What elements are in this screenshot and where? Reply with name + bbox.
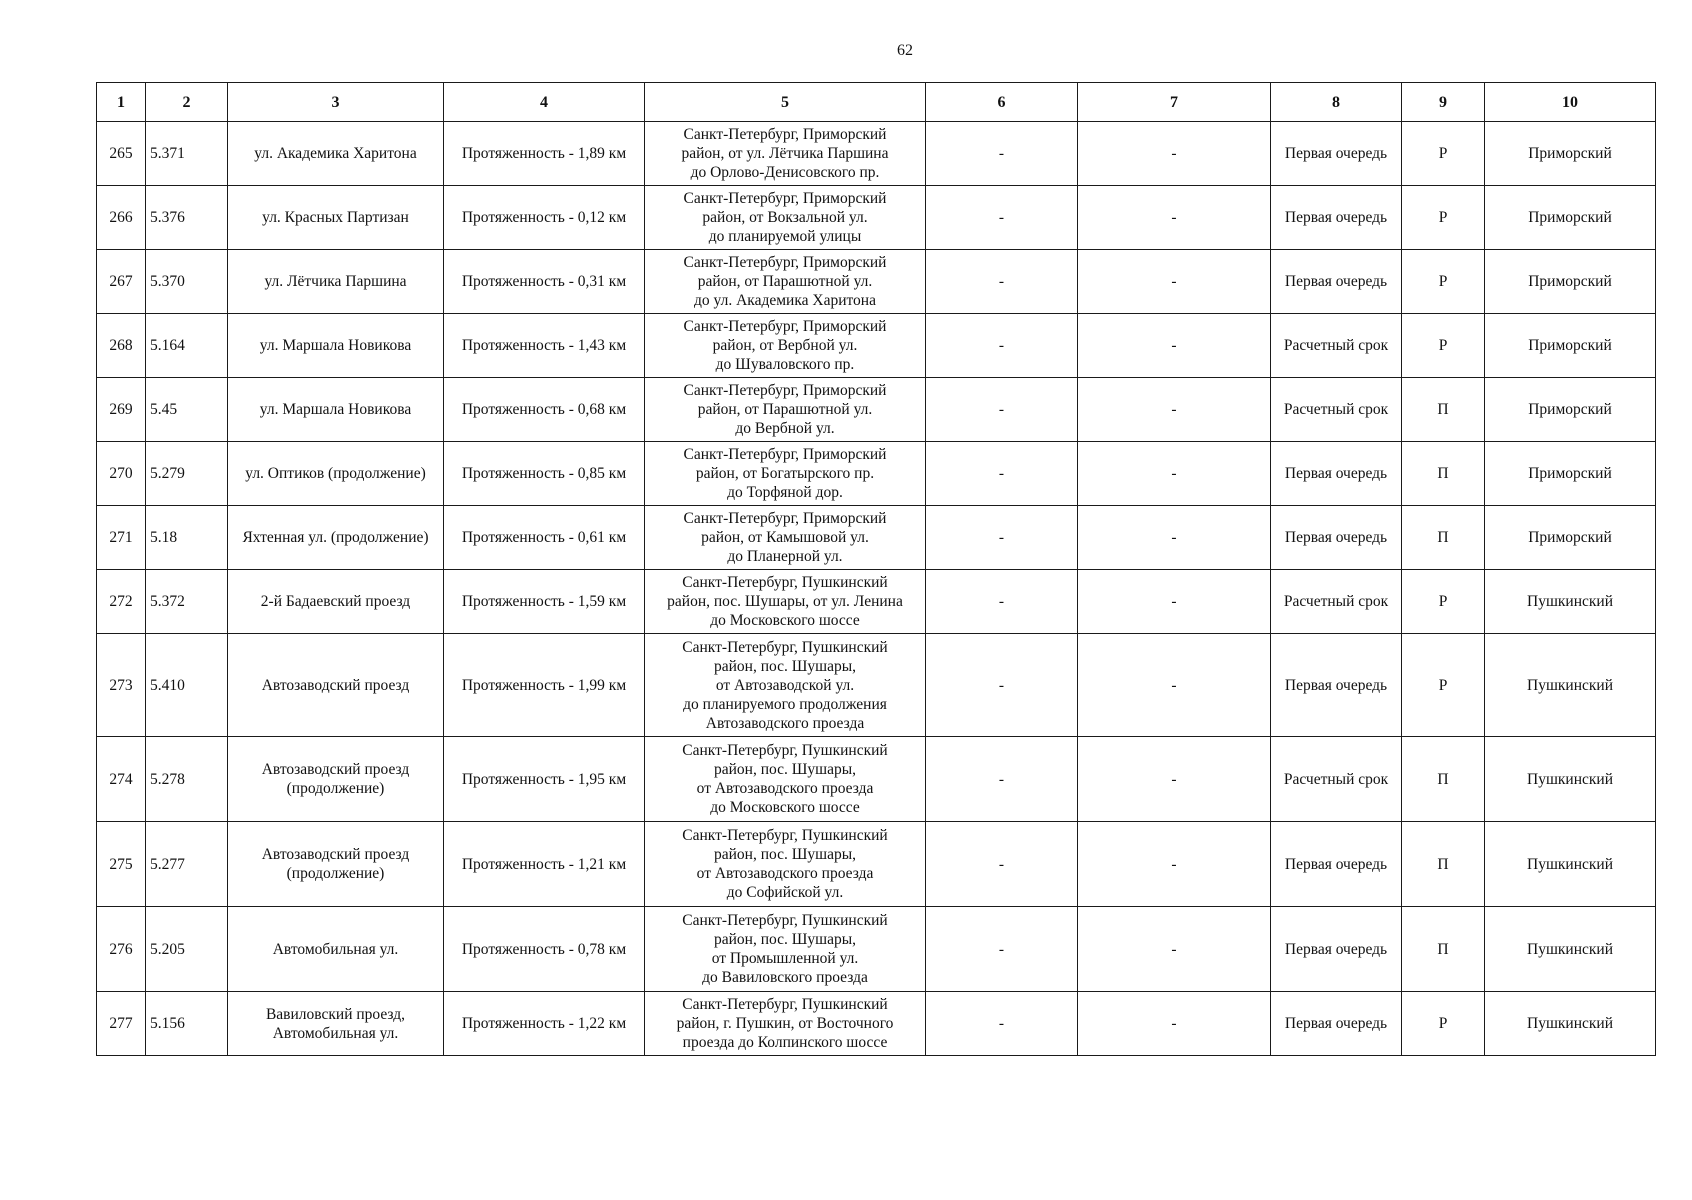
stage-cell: Расчетный срок (1271, 737, 1402, 822)
location-line: Санкт-Петербург, Пушкинский (682, 912, 888, 929)
location-line: от Автозаводского проезда (696, 865, 874, 882)
column-7-cell: - (1078, 378, 1271, 442)
column-7-cell: - (1078, 634, 1271, 737)
location-line: Санкт-Петербург, Пушкинский (682, 574, 888, 591)
location-cell (645, 186, 926, 250)
location-line: до Московского шоссе (710, 612, 860, 629)
location-line: район, от Парашютной ул. (697, 401, 873, 418)
object-code-cell: 5.156 (146, 992, 228, 1056)
stage-cell: Расчетный срок (1271, 378, 1402, 442)
row-number-cell: 274 (97, 737, 146, 822)
location-line: район, г. Пушкин, от Восточного (676, 1015, 894, 1032)
location-line: до Вербной ул. (735, 420, 835, 437)
length-cell: Протяженность - 1,59 км (444, 570, 645, 634)
type-cell: Р (1402, 634, 1485, 737)
location-line: район, от Вокзальной ул. (702, 209, 868, 226)
location-cell (645, 122, 926, 186)
location-cell (645, 314, 926, 378)
stage-cell: Первая очередь (1271, 186, 1402, 250)
location-line: район, от Камышовой ул. (701, 529, 869, 546)
district-cell: Пушкинский (1485, 634, 1656, 737)
stage-cell: Расчетный срок (1271, 314, 1402, 378)
type-cell: Р (1402, 250, 1485, 314)
length-cell: Протяженность - 1,95 км (444, 737, 645, 822)
table-row (97, 737, 1656, 822)
location-line: до Торфяной дор. (727, 484, 843, 501)
column-7-cell: - (1078, 122, 1271, 186)
column-header-2: 2 (146, 83, 228, 122)
street-name-cell: ул. Академика Харитона (228, 122, 444, 186)
street-name-cell: ул. Маршала Новикова (228, 378, 444, 442)
length-cell: Протяженность - 0,78 км (444, 907, 645, 992)
stage-cell: Первая очередь (1271, 634, 1402, 737)
object-code-cell: 5.279 (146, 442, 228, 506)
object-code-cell: 5.278 (146, 737, 228, 822)
table-row (97, 570, 1656, 634)
object-code-cell: 5.371 (146, 122, 228, 186)
row-number-cell: 266 (97, 186, 146, 250)
location-line: от Автозаводской ул. (715, 676, 855, 694)
row-number-cell: 265 (97, 122, 146, 186)
object-code-cell: 5.370 (146, 250, 228, 314)
location-line: до Шуваловского пр. (715, 356, 855, 373)
location-line: Санкт-Петербург, Пушкинский (682, 638, 888, 656)
column-7-cell: - (1078, 907, 1271, 992)
location-line: район, от Вербной ул. (712, 337, 858, 354)
stage-cell: Первая очередь (1271, 122, 1402, 186)
location-line: район, от Богатырского пр. (695, 465, 875, 482)
street-name-cell: 2-й Бадаевский проезд (228, 570, 444, 634)
column-6-cell: - (926, 822, 1078, 907)
location-line: Санкт-Петербург, Пушкинский (682, 996, 888, 1013)
length-cell: Протяженность - 1,89 км (444, 122, 645, 186)
street-name-cell: Автозаводский проезд (продолжение) (228, 822, 444, 907)
location-cell (645, 822, 926, 907)
length-cell: Протяженность - 0,68 км (444, 378, 645, 442)
location-line: район, от ул. Лётчика Паршина (681, 145, 889, 162)
district-cell: Приморский (1485, 378, 1656, 442)
column-7-cell: - (1078, 992, 1271, 1056)
column-header-10: 10 (1485, 83, 1656, 122)
column-header-7: 7 (1078, 83, 1271, 122)
column-7-cell: - (1078, 442, 1271, 506)
type-cell: Р (1402, 314, 1485, 378)
row-number-cell: 270 (97, 442, 146, 506)
location-line: до Орлово-Денисовского пр. (690, 164, 880, 181)
district-cell: Приморский (1485, 506, 1656, 570)
location-line: Санкт-Петербург, Пушкинский (682, 827, 888, 844)
column-6-cell: - (926, 186, 1078, 250)
row-number-cell: 277 (97, 992, 146, 1056)
district-cell: Пушкинский (1485, 907, 1656, 992)
location-line: до Московского шоссе (710, 799, 860, 816)
location-line: Санкт-Петербург, Приморский (683, 382, 887, 399)
column-6-cell: - (926, 992, 1078, 1056)
street-name-cell: Яхтенная ул. (продолжение) (228, 506, 444, 570)
column-header-3: 3 (228, 83, 444, 122)
length-cell: Протяженность - 1,21 км (444, 822, 645, 907)
location-line: Санкт-Петербург, Приморский (683, 126, 887, 143)
road-registry-table (96, 82, 1656, 1056)
stage-cell: Первая очередь (1271, 907, 1402, 992)
location-cell (645, 250, 926, 314)
column-7-cell: - (1078, 506, 1271, 570)
district-cell: Приморский (1485, 186, 1656, 250)
row-number-cell: 276 (97, 907, 146, 992)
district-cell: Приморский (1485, 442, 1656, 506)
object-code-cell: 5.277 (146, 822, 228, 907)
table-row (97, 378, 1656, 442)
row-number-cell: 272 (97, 570, 146, 634)
header-row (97, 83, 1656, 122)
district-cell: Приморский (1485, 122, 1656, 186)
column-7-cell: - (1078, 737, 1271, 822)
location-line: район, от Парашютной ул. (697, 273, 873, 290)
table-row (97, 992, 1656, 1056)
location-line: район, пос. Шушары, (713, 846, 857, 863)
row-number-cell: 275 (97, 822, 146, 907)
type-cell: П (1402, 506, 1485, 570)
row-number-cell: 271 (97, 506, 146, 570)
type-cell: Р (1402, 570, 1485, 634)
location-cell (645, 570, 926, 634)
row-number-cell: 269 (97, 378, 146, 442)
object-code-cell: 5.376 (146, 186, 228, 250)
column-7-cell: - (1078, 570, 1271, 634)
street-name-cell: Вавиловский проезд, Автомобильная ул. (228, 992, 444, 1056)
page-number: 62 (897, 42, 913, 59)
type-cell: П (1402, 378, 1485, 442)
column-header-4: 4 (444, 83, 645, 122)
location-cell (645, 634, 926, 737)
district-cell: Пушкинский (1485, 992, 1656, 1056)
location-line: район, пос. Шушары, (713, 931, 857, 948)
length-cell: Протяженность - 1,43 км (444, 314, 645, 378)
location-line: Санкт-Петербург, Приморский (683, 510, 887, 527)
table-row (97, 122, 1656, 186)
location-line: район, пос. Шушары, от ул. Ленина (667, 593, 903, 610)
row-number-cell: 273 (97, 634, 146, 737)
location-line: до планируемой улицы (708, 228, 862, 245)
table-row (97, 314, 1656, 378)
length-cell: Протяженность - 0,61 км (444, 506, 645, 570)
district-cell: Приморский (1485, 314, 1656, 378)
stage-cell: Первая очередь (1271, 822, 1402, 907)
location-line: Санкт-Петербург, Приморский (683, 446, 887, 463)
column-6-cell: - (926, 634, 1078, 737)
length-cell: Протяженность - 1,99 км (444, 634, 645, 737)
street-name-cell: ул. Маршала Новикова (228, 314, 444, 378)
column-6-cell: - (926, 314, 1078, 378)
type-cell: П (1402, 442, 1485, 506)
location-line: от Автозаводского проезда (696, 780, 874, 797)
location-line: до Вавиловского проезда (702, 969, 868, 986)
length-cell: Протяженность - 0,31 км (444, 250, 645, 314)
column-6-cell: - (926, 506, 1078, 570)
column-header-5: 5 (645, 83, 926, 122)
table-row (97, 506, 1656, 570)
location-line: до ул. Академика Харитона (694, 292, 876, 309)
district-cell: Пушкинский (1485, 737, 1656, 822)
street-name-cell: ул. Лётчика Паршина (228, 250, 444, 314)
column-header-6: 6 (926, 83, 1078, 122)
object-code-cell: 5.164 (146, 314, 228, 378)
column-header-9: 9 (1402, 83, 1485, 122)
stage-cell: Первая очередь (1271, 992, 1402, 1056)
length-cell: Протяженность - 0,85 км (444, 442, 645, 506)
column-6-cell: - (926, 250, 1078, 314)
district-cell: Пушкинский (1485, 822, 1656, 907)
stage-cell: Первая очередь (1271, 250, 1402, 314)
column-6-cell: - (926, 442, 1078, 506)
type-cell: П (1402, 737, 1485, 822)
stage-cell: Расчетный срок (1271, 570, 1402, 634)
table-row (97, 822, 1656, 907)
location-line: от Промышленной ул. (711, 950, 859, 967)
type-cell: Р (1402, 992, 1485, 1056)
location-cell (645, 378, 926, 442)
object-code-cell: 5.18 (146, 506, 228, 570)
column-7-cell: - (1078, 314, 1271, 378)
street-name-cell: Автозаводский проезд (продолжение) (228, 737, 444, 822)
location-line: Санкт-Петербург, Приморский (683, 190, 887, 207)
object-code-cell: 5.45 (146, 378, 228, 442)
stage-cell: Первая очередь (1271, 506, 1402, 570)
column-7-cell: - (1078, 186, 1271, 250)
table-row (97, 442, 1656, 506)
type-cell: Р (1402, 186, 1485, 250)
location-line: до Софийской ул. (726, 884, 844, 901)
table-row (97, 634, 1656, 737)
stage-cell: Первая очередь (1271, 442, 1402, 506)
table-row (97, 250, 1656, 314)
location-line: проезда до Колпинского шоссе (682, 1034, 888, 1051)
object-code-cell: 5.410 (146, 634, 228, 737)
length-cell: Протяженность - 0,12 км (444, 186, 645, 250)
column-6-cell: - (926, 570, 1078, 634)
row-number-cell: 267 (97, 250, 146, 314)
location-line: до планируемого продолжения (683, 695, 887, 713)
location-line: до Планерной ул. (727, 548, 843, 565)
column-6-cell: - (926, 737, 1078, 822)
location-line: район, пос. Шушары, (713, 657, 857, 675)
location-cell (645, 442, 926, 506)
length-cell: Протяженность - 1,22 км (444, 992, 645, 1056)
street-name-cell: ул. Оптиков (продолжение) (228, 442, 444, 506)
district-cell: Приморский (1485, 250, 1656, 314)
street-name-cell: Автомобильная ул. (228, 907, 444, 992)
district-cell: Пушкинский (1485, 570, 1656, 634)
column-7-cell: - (1078, 822, 1271, 907)
row-number-cell: 268 (97, 314, 146, 378)
object-code-cell: 5.372 (146, 570, 228, 634)
column-7-cell: - (1078, 250, 1271, 314)
location-cell (645, 737, 926, 822)
location-cell (645, 907, 926, 992)
street-name-cell: ул. Красных Партизан (228, 186, 444, 250)
location-cell (645, 506, 926, 570)
location-line: Санкт-Петербург, Приморский (683, 318, 887, 335)
location-line: Санкт-Петербург, Пушкинский (682, 742, 888, 759)
column-6-cell: - (926, 122, 1078, 186)
object-code-cell: 5.205 (146, 907, 228, 992)
location-cell (645, 992, 926, 1056)
column-6-cell: - (926, 378, 1078, 442)
type-cell: П (1402, 907, 1485, 992)
type-cell: П (1402, 822, 1485, 907)
table-body (97, 122, 1656, 1056)
street-name-cell: Автозаводский проезд (228, 634, 444, 737)
type-cell: Р (1402, 122, 1485, 186)
table-row (97, 186, 1656, 250)
location-line: Автозаводского проезда (705, 714, 865, 732)
column-6-cell: - (926, 907, 1078, 992)
column-header-8: 8 (1271, 83, 1402, 122)
location-line: Санкт-Петербург, Приморский (683, 254, 887, 271)
location-line: район, пос. Шушары, (713, 761, 857, 778)
table-row (97, 907, 1656, 992)
column-header-1: 1 (97, 83, 146, 122)
